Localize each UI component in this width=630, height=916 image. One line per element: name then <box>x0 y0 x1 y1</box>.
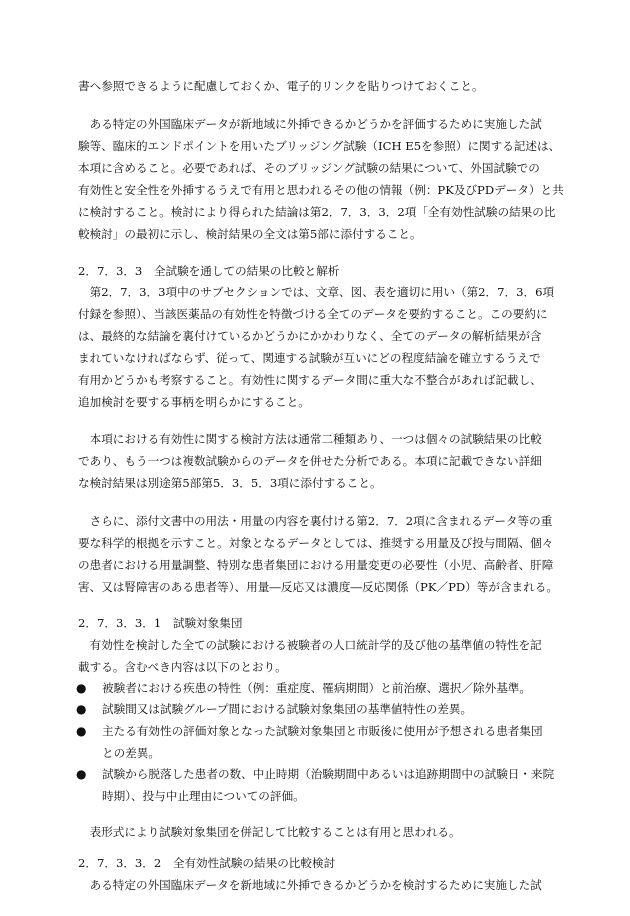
bullet-text: との差異。 <box>102 746 160 761</box>
text-line: 付録を参照）、当該医薬品の有効性を特徴づける全てのデータを要約すること。この要約に <box>78 306 548 321</box>
text-line: 有効性を検討した全ての試験における被験者の人口統計学的及び他の基準値の特性を記 <box>78 637 542 652</box>
intro-line: 書へ参照できるように配慮しておくか、電子的リンクを貼りつけておくこと。 <box>78 79 484 94</box>
text-line: 載する。含むべき内容は以下のとおり。 <box>78 659 287 674</box>
text-line: さらに、添付文書中の用法・用量の内容を裏付ける第2．7．2項に含まれるデータ等の重 <box>78 513 553 528</box>
section-heading: 2．7．3．3 全試験を通しての結果の比較と解析 <box>78 264 340 279</box>
bullet-icon: ● <box>76 680 87 695</box>
text-line: 要な科学的根拠を示すこと。対象となるデータとしては、推奨する用量及び投与間隔、個々 <box>78 535 554 550</box>
text-line: の患者における用量調整、特別な患者集団における用量変更の必要性（小児、高齢者、肝障 <box>78 557 554 572</box>
bullet-text: 試験間又は試験グループ間における試験対象集団の基準値特性の差異。 <box>102 702 473 717</box>
bullet-text: 主たる有効性の評価対象となった試験対象集団と市販後に使用が予想される患者集団 <box>102 724 543 739</box>
text-line: 追加検討を要する事柄を明らかにすること。 <box>78 394 310 409</box>
text-line: 害、又は腎障害のある患者等）、用量―反応又は濃度―反応関係（PK／PD）等が含まれる。 <box>78 579 558 594</box>
text-line: ある特定の外国臨床データが新地域に外挿できるかどうかを評価するために実施した試 <box>78 117 542 132</box>
bullet-icon: ● <box>76 702 87 717</box>
bullet-text: 試験から脱落した患者の数、中止時期（治験期間中あるいは追跡期間中の試験日・来院 <box>102 767 555 782</box>
text-line: 有用かどうかも考察すること。有効性に関するデータ間に重大な不整合があれば記載し、 <box>78 372 542 387</box>
bullet-icon: ● <box>76 724 87 739</box>
text-line: ある特定の外国臨床データを新地域に外挿できるかどうかを検討するために実施した試 <box>78 877 542 892</box>
bullet-text: 被験者における疾患の特性（例：重症度、罹病期間）と前治療、選択／除外基準。 <box>102 680 531 695</box>
bullet-icon: ● <box>76 767 87 782</box>
section-heading: 2．7．3．3．2 全有効性試験の結果の比較検討 <box>78 855 336 870</box>
text-line: まれていなければならず、従って、関連する試験が互いにどの程度結論を確立するうえで <box>78 350 541 365</box>
section-heading: 2．7．3．3．1 試験対象集団 <box>78 615 243 630</box>
text-line: は、最終的な結論を裏付けているかどうかにかかわりなく、全てのデータの解析結果が含 <box>78 328 542 343</box>
text-line: であり、もう一つは複数試験からのデータを併せた分析である。本項に記載できない詳細 <box>78 453 542 468</box>
text-line: 第2．7．3．3項中のサブセクションでは、文章、図、表を適切に用い（第2．7．3．6項 <box>78 285 555 300</box>
text-line: 表形式により試験対象集団を併記して比較することは有用と思われる。 <box>78 825 461 840</box>
text-line: 本項に含めること。必要であれば、そのブリッジング試験の結果について、外国試験での <box>78 161 540 176</box>
text-line: 有効性と安全性を外挿するうえで有用と思われるその他の情報（例：PK及びPDデータ）と共 <box>78 183 564 198</box>
text-line: 較検討」の最初に示し、検討結果の全文は第5部に添付すること。 <box>78 226 422 241</box>
bullet-text: 時期）、投与中止理由についての評価。 <box>102 789 305 804</box>
text-line: 本項における有効性に関する検討方法は通常二種類あり、一つは個々の試験結果の比較 <box>78 431 542 446</box>
text-line: 験等、臨床的エンドポイントを用いたブリッジング試験（ICH E5を参照）に関する記述は、 <box>78 139 561 154</box>
text-line: に検討すること。検討により得られた結論は第2．7．3．3．2項「全有効性試験の結果の比 <box>78 204 556 219</box>
text-line: な検討結果は別途第5部第5．3．5．3項に添付すること。 <box>78 475 382 490</box>
